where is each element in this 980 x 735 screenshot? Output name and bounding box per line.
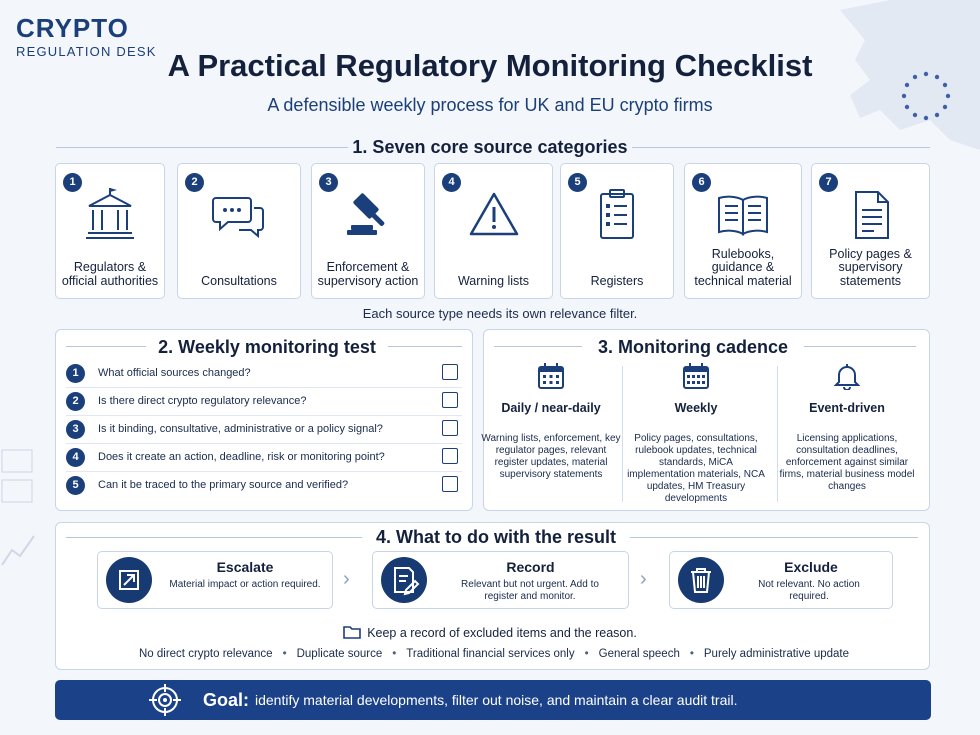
escalate-badge (106, 557, 152, 603)
result-description: Material impact or action required. (169, 579, 321, 590)
checkbox[interactable] (442, 364, 458, 380)
cadence-description: Policy pages, consultations, rulebook updates, technical standards, MiCA implementation materials, NCA updates, HM Treasury developments (627, 433, 765, 504)
divider (804, 346, 916, 347)
section-heading-results: 4. What to do with the result (376, 527, 616, 547)
result-title: Record (506, 559, 555, 575)
checklist-question: Can it be traced to the primary source and verified? (98, 479, 349, 491)
step-number: 7 (819, 173, 838, 192)
exclusion-tags (55, 648, 933, 660)
step-number: 2 (185, 173, 204, 192)
step-number: 6 (692, 173, 711, 192)
checklist-item (66, 419, 462, 441)
checklist-item (66, 391, 462, 413)
logo-tagline: REGULATION DESK (16, 44, 157, 59)
divider (66, 387, 462, 388)
exclusion-record-note (0, 625, 980, 640)
source-card-rulebooks (684, 163, 802, 299)
result-exclude (669, 551, 893, 609)
exclusion-tag: General speech (598, 648, 680, 660)
source-card-regulators (55, 163, 165, 299)
source-card-warning-lists (434, 163, 553, 299)
goal-banner (55, 680, 931, 720)
exclusion-tag: No direct crypto relevance (138, 648, 273, 660)
source-filter-note: Each source type needs its own relevance filter. (362, 306, 638, 321)
divider (56, 147, 348, 148)
separator-dot: • (282, 648, 287, 660)
record-badge (381, 557, 427, 603)
source-card-label: Consultations (201, 273, 277, 288)
result-title: Escalate (216, 559, 274, 575)
exclusion-record-text: Keep a record of excluded items and the reason. (367, 626, 637, 640)
step-number: 1 (66, 364, 85, 383)
bell-icon (833, 362, 861, 390)
exclude-badge (678, 557, 724, 603)
chart-decoration (0, 440, 40, 570)
checklist-question: Does it create an action, deadline, risk or monitoring point? (98, 451, 385, 463)
step-number: 5 (568, 173, 587, 192)
result-description: Not relevant. No action required. (758, 579, 860, 602)
checkbox[interactable] (442, 420, 458, 436)
section-heading-sources: 1. Seven core source categories (352, 137, 628, 157)
source-card-label: Policy pages & supervisory statements (829, 246, 912, 288)
divider (632, 147, 930, 148)
section-heading-cadence: 3. Monitoring cadence (597, 337, 789, 357)
source-card-label: Regulators & official authorities (61, 260, 159, 288)
result-title: Exclude (784, 559, 838, 575)
pencil-document-icon (381, 557, 427, 603)
exclusion-tag: Purely administrative update (703, 648, 849, 660)
step-number: 1 (63, 173, 82, 192)
source-card-registers (560, 163, 674, 299)
separator-dot: • (584, 648, 589, 660)
target-icon (149, 684, 181, 716)
source-card-label: Warning lists (457, 273, 530, 288)
divider (66, 346, 146, 347)
source-card-enforcement (311, 163, 425, 299)
checkbox[interactable] (442, 476, 458, 492)
cadence-event-driven (777, 362, 917, 493)
divider (66, 415, 462, 416)
divider (66, 443, 462, 444)
step-number: 5 (66, 476, 85, 495)
step-number: 3 (66, 420, 85, 439)
section-heading-weekly-test: 2. Weekly monitoring test (158, 337, 376, 357)
exclusion-tag: Traditional financial services only (406, 648, 575, 660)
checkbox[interactable] (442, 448, 458, 464)
chevron-right-icon: › (343, 568, 350, 590)
logo-wordmark: CRYPTO (16, 13, 129, 43)
cadence-description: Warning lists, enforcement, key regulator pages, relevant register updates, material supervisory statements (481, 433, 621, 480)
cadence-weekly (626, 362, 766, 505)
source-card-label: Rulebooks, guidance & technical material (694, 246, 792, 288)
result-description: Relevant but not urgent. Add to register and monitor. (461, 579, 599, 602)
source-card-label: Registers (590, 273, 644, 288)
result-escalate (97, 551, 333, 609)
calendar-icon (537, 362, 565, 390)
checklist-question: Is there direct crypto regulatory relevance? (98, 395, 307, 407)
source-card-consultations (177, 163, 301, 299)
cadence-title: Daily / near-daily (501, 401, 601, 415)
chevron-right-icon: › (640, 568, 647, 590)
step-number: 4 (66, 448, 85, 467)
page-title: A Practical Regulatory Monitoring Checklist (167, 48, 813, 83)
separator-dot: • (689, 648, 694, 660)
checklist-item (66, 475, 462, 497)
source-card-policy-pages (811, 163, 930, 299)
source-card-label: Enforcement & supervisory action (317, 260, 419, 288)
checklist-item (66, 447, 462, 469)
separator-dot: • (392, 648, 397, 660)
folder-icon (343, 625, 361, 639)
divider (388, 346, 462, 347)
checklist-item (66, 363, 462, 385)
page-subtitle: A defensible weekly process for UK and EU crypto firms (267, 95, 713, 115)
divider (630, 537, 918, 538)
cadence-title: Weekly (674, 401, 718, 415)
result-record (372, 551, 629, 609)
checklist-question: Is it binding, consultative, administrative or a policy signal? (98, 423, 383, 435)
checkbox[interactable] (442, 392, 458, 408)
step-number: 4 (442, 173, 461, 192)
arrow-up-right-icon (106, 557, 152, 603)
divider (66, 471, 462, 472)
cadence-title: Event-driven (809, 401, 885, 415)
checklist-question: What official sources changed? (98, 367, 251, 379)
step-number: 2 (66, 392, 85, 411)
divider (66, 537, 362, 538)
calendar-grid-icon (682, 362, 710, 390)
goal-label: Goal: (203, 690, 250, 710)
step-number: 3 (319, 173, 338, 192)
cadence-daily (481, 362, 621, 481)
goal-text: identify material developments, filter out noise, and maintain a clear audit trail. (255, 692, 738, 708)
exclusion-tag: Duplicate source (296, 648, 383, 660)
divider (622, 366, 623, 502)
cadence-description: Licensing applications, consultation deadlines, enforcement against similar firms, material business model changes (779, 433, 915, 492)
divider (494, 346, 582, 347)
trash-icon (678, 557, 724, 603)
